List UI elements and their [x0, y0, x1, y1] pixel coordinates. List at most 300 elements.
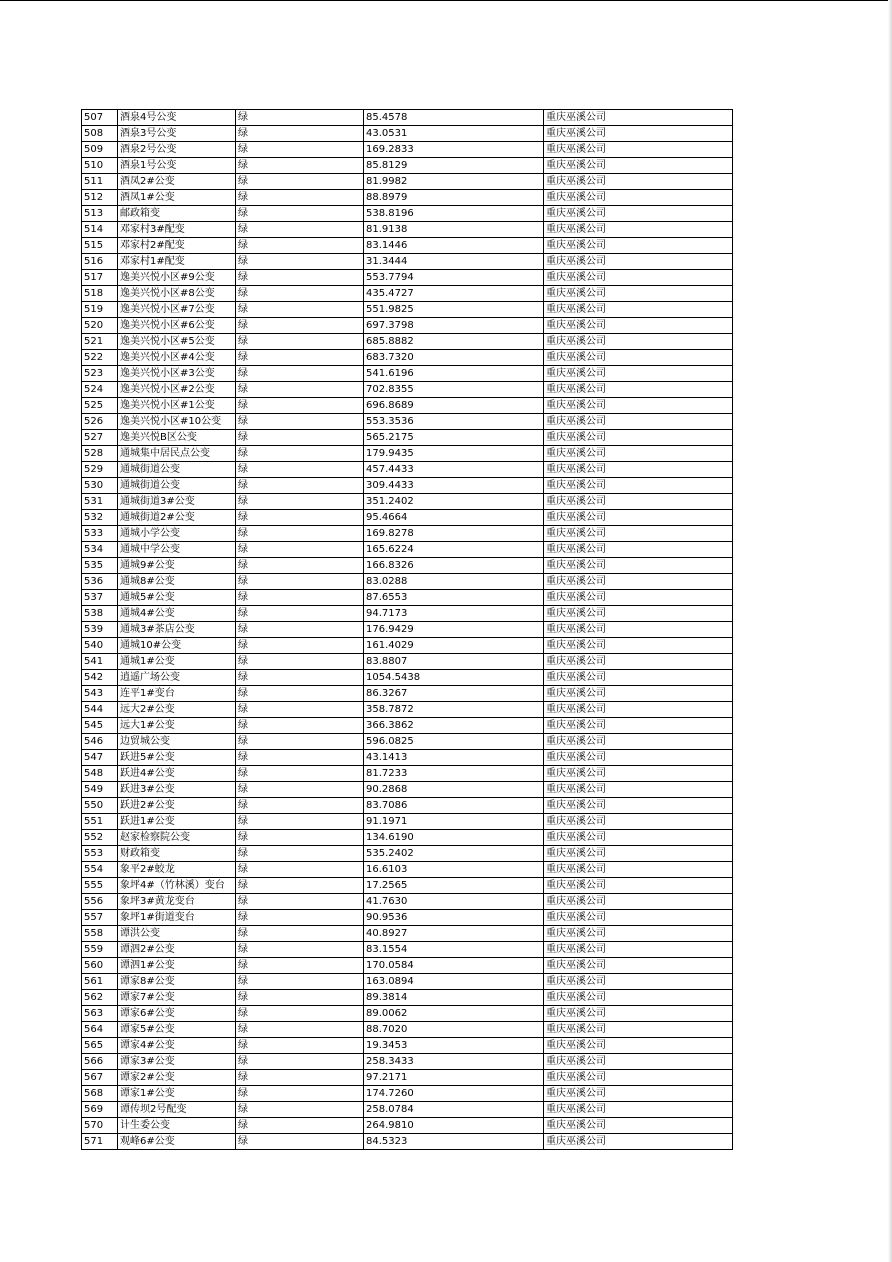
status-level-cell: 绿 [236, 238, 364, 254]
company-cell: 重庆巫溪公司 [544, 270, 733, 286]
transformer-name-cell: 通城街道2#公变 [118, 510, 236, 526]
company-cell: 重庆巫溪公司 [544, 286, 733, 302]
transformer-name-cell: 酒凤1#公变 [118, 190, 236, 206]
row-number-cell: 563 [82, 1006, 118, 1022]
row-number-cell: 541 [82, 654, 118, 670]
status-level-cell: 绿 [236, 702, 364, 718]
row-number-cell: 519 [82, 302, 118, 318]
transformer-name-cell: 酒泉2号公变 [118, 142, 236, 158]
status-level-cell: 绿 [236, 1006, 364, 1022]
table-row [82, 254, 733, 270]
load-value-cell: 83.8807 [364, 654, 544, 670]
table-row [82, 222, 733, 238]
transformer-name-cell: 通城10#公变 [118, 638, 236, 654]
load-value-cell: 88.7020 [364, 1022, 544, 1038]
table-row [82, 334, 733, 350]
company-cell: 重庆巫溪公司 [544, 974, 733, 990]
table-row [82, 734, 733, 750]
load-value-cell: 81.9138 [364, 222, 544, 238]
transformer-name-cell: 谭家5#公变 [118, 1022, 236, 1038]
table-row [82, 606, 733, 622]
load-value-cell: 258.0784 [364, 1102, 544, 1118]
row-number-cell: 523 [82, 366, 118, 382]
row-number-cell: 569 [82, 1102, 118, 1118]
company-cell: 重庆巫溪公司 [544, 574, 733, 590]
row-number-cell: 517 [82, 270, 118, 286]
transformer-name-cell: 逸美兴悦小区#9公变 [118, 270, 236, 286]
company-cell: 重庆巫溪公司 [544, 382, 733, 398]
table-row [82, 1054, 733, 1070]
company-cell: 重庆巫溪公司 [544, 1134, 733, 1150]
company-cell: 重庆巫溪公司 [544, 190, 733, 206]
company-cell: 重庆巫溪公司 [544, 1086, 733, 1102]
row-number-cell: 561 [82, 974, 118, 990]
company-cell: 重庆巫溪公司 [544, 958, 733, 974]
load-value-cell: 366.3862 [364, 718, 544, 734]
company-cell: 重庆巫溪公司 [544, 910, 733, 926]
table-row [82, 814, 733, 830]
load-value-cell: 170.0584 [364, 958, 544, 974]
company-cell: 重庆巫溪公司 [544, 510, 733, 526]
status-level-cell: 绿 [236, 686, 364, 702]
status-level-cell: 绿 [236, 1102, 364, 1118]
row-number-cell: 534 [82, 542, 118, 558]
table-row [82, 270, 733, 286]
transformer-name-cell: 通城8#公变 [118, 574, 236, 590]
row-number-cell: 553 [82, 846, 118, 862]
status-level-cell: 绿 [236, 750, 364, 766]
load-value-cell: 88.8979 [364, 190, 544, 206]
table-row [82, 782, 733, 798]
company-cell: 重庆巫溪公司 [544, 158, 733, 174]
company-cell: 重庆巫溪公司 [544, 750, 733, 766]
table-row [82, 1134, 733, 1150]
status-level-cell: 绿 [236, 798, 364, 814]
transformer-name-cell: 赵家检察院公变 [118, 830, 236, 846]
status-level-cell: 绿 [236, 574, 364, 590]
status-level-cell: 绿 [236, 894, 364, 910]
status-level-cell: 绿 [236, 190, 364, 206]
load-value-cell: 541.6196 [364, 366, 544, 382]
company-cell: 重庆巫溪公司 [544, 398, 733, 414]
row-number-cell: 554 [82, 862, 118, 878]
status-level-cell: 绿 [236, 446, 364, 462]
load-value-cell: 697.3798 [364, 318, 544, 334]
company-cell: 重庆巫溪公司 [544, 638, 733, 654]
status-level-cell: 绿 [236, 158, 364, 174]
status-level-cell: 绿 [236, 334, 364, 350]
status-level-cell: 绿 [236, 302, 364, 318]
status-level-cell: 绿 [236, 830, 364, 846]
transformer-name-cell: 逸美兴悦小区#2公变 [118, 382, 236, 398]
table-row [82, 686, 733, 702]
table-row [82, 510, 733, 526]
company-cell: 重庆巫溪公司 [544, 446, 733, 462]
load-value-cell: 81.7233 [364, 766, 544, 782]
company-cell: 重庆巫溪公司 [544, 1054, 733, 1070]
load-value-cell: 85.4578 [364, 110, 544, 126]
transformer-name-cell: 象平2#蛟龙 [118, 862, 236, 878]
transformer-name-cell: 酒泉3号公变 [118, 126, 236, 142]
transformer-name-cell: 谭家7#公变 [118, 990, 236, 1006]
load-value-cell: 264.9810 [364, 1118, 544, 1134]
company-cell: 重庆巫溪公司 [544, 174, 733, 190]
company-cell: 重庆巫溪公司 [544, 1006, 733, 1022]
row-number-cell: 526 [82, 414, 118, 430]
company-cell: 重庆巫溪公司 [544, 798, 733, 814]
load-value-cell: 169.8278 [364, 526, 544, 542]
status-level-cell: 绿 [236, 414, 364, 430]
transformer-name-cell: 通城街道公变 [118, 462, 236, 478]
row-number-cell: 544 [82, 702, 118, 718]
table-row [82, 206, 733, 222]
transformer-name-cell: 通城小学公变 [118, 526, 236, 542]
row-number-cell: 529 [82, 462, 118, 478]
table-row [82, 846, 733, 862]
status-level-cell: 绿 [236, 878, 364, 894]
row-number-cell: 532 [82, 510, 118, 526]
row-number-cell: 545 [82, 718, 118, 734]
table-row [82, 526, 733, 542]
table-row [82, 1022, 733, 1038]
company-cell: 重庆巫溪公司 [544, 430, 733, 446]
table-row [82, 958, 733, 974]
load-value-cell: 85.8129 [364, 158, 544, 174]
table-row [82, 286, 733, 302]
load-value-cell: 535.2402 [364, 846, 544, 862]
load-value-cell: 351.2402 [364, 494, 544, 510]
transformer-name-cell: 通城中学公变 [118, 542, 236, 558]
row-number-cell: 518 [82, 286, 118, 302]
table-row [82, 366, 733, 382]
row-number-cell: 566 [82, 1054, 118, 1070]
load-value-cell: 702.8355 [364, 382, 544, 398]
row-number-cell: 515 [82, 238, 118, 254]
load-value-cell: 696.8689 [364, 398, 544, 414]
load-value-cell: 81.9982 [364, 174, 544, 190]
load-value-cell: 87.6553 [364, 590, 544, 606]
transformer-name-cell: 邓家村1#配变 [118, 254, 236, 270]
transformer-name-cell: 逸美兴悦小区#8公变 [118, 286, 236, 302]
load-value-cell: 41.7630 [364, 894, 544, 910]
status-level-cell: 绿 [236, 174, 364, 190]
load-value-cell: 309.4433 [364, 478, 544, 494]
row-number-cell: 536 [82, 574, 118, 590]
table-row [82, 590, 733, 606]
transformer-name-cell: 谭传坝2号配变 [118, 1102, 236, 1118]
status-level-cell: 绿 [236, 814, 364, 830]
company-cell: 重庆巫溪公司 [544, 654, 733, 670]
table-row [82, 158, 733, 174]
status-level-cell: 绿 [236, 1038, 364, 1054]
transformer-name-cell: 象坪1#街道变台 [118, 910, 236, 926]
transformer-name-cell: 象坪3#黄龙变台 [118, 894, 236, 910]
load-value-cell: 685.8882 [364, 334, 544, 350]
status-level-cell: 绿 [236, 126, 364, 142]
load-value-cell: 83.7086 [364, 798, 544, 814]
table-row [82, 654, 733, 670]
table-row [82, 750, 733, 766]
row-number-cell: 520 [82, 318, 118, 334]
transformer-name-cell: 谭家6#公变 [118, 1006, 236, 1022]
status-level-cell: 绿 [236, 974, 364, 990]
table-row [82, 862, 733, 878]
company-cell: 重庆巫溪公司 [544, 670, 733, 686]
company-cell: 重庆巫溪公司 [544, 590, 733, 606]
row-number-cell: 535 [82, 558, 118, 574]
transformer-name-cell: 逍遥广场公变 [118, 670, 236, 686]
status-level-cell: 绿 [236, 110, 364, 126]
transformer-name-cell: 通城街道3#公变 [118, 494, 236, 510]
company-cell: 重庆巫溪公司 [544, 926, 733, 942]
table-row [82, 478, 733, 494]
transformer-name-cell: 逸美兴悦小区#3公变 [118, 366, 236, 382]
load-value-cell: 435.4727 [364, 286, 544, 302]
row-number-cell: 557 [82, 910, 118, 926]
row-number-cell: 521 [82, 334, 118, 350]
table-row [82, 1038, 733, 1054]
status-level-cell: 绿 [236, 366, 364, 382]
table-row [82, 414, 733, 430]
row-number-cell: 524 [82, 382, 118, 398]
load-value-cell: 538.8196 [364, 206, 544, 222]
transformer-name-cell: 跃进5#公变 [118, 750, 236, 766]
transformer-name-cell: 逸美兴悦B区公变 [118, 430, 236, 446]
row-number-cell: 570 [82, 1118, 118, 1134]
status-level-cell: 绿 [236, 478, 364, 494]
row-number-cell: 568 [82, 1086, 118, 1102]
status-level-cell: 绿 [236, 430, 364, 446]
load-value-cell: 358.7872 [364, 702, 544, 718]
company-cell: 重庆巫溪公司 [544, 126, 733, 142]
transformer-name-cell: 酒凤2#公变 [118, 174, 236, 190]
transformer-name-cell: 通城1#公变 [118, 654, 236, 670]
load-value-cell: 174.7260 [364, 1086, 544, 1102]
row-number-cell: 546 [82, 734, 118, 750]
company-cell: 重庆巫溪公司 [544, 478, 733, 494]
status-level-cell: 绿 [236, 142, 364, 158]
row-number-cell: 533 [82, 526, 118, 542]
transformer-name-cell: 跃进2#公变 [118, 798, 236, 814]
row-number-cell: 567 [82, 1070, 118, 1086]
transformer-name-cell: 邮政箱变 [118, 206, 236, 222]
row-number-cell: 507 [82, 110, 118, 126]
transformer-name-cell: 逸美兴悦小区#5公变 [118, 334, 236, 350]
status-level-cell: 绿 [236, 270, 364, 286]
transformer-name-cell: 远大2#公变 [118, 702, 236, 718]
table-row [82, 190, 733, 206]
table-row [82, 382, 733, 398]
table-row [82, 350, 733, 366]
row-number-cell: 571 [82, 1134, 118, 1150]
status-level-cell: 绿 [236, 206, 364, 222]
company-cell: 重庆巫溪公司 [544, 862, 733, 878]
transformer-name-cell: 谭家1#公变 [118, 1086, 236, 1102]
transformer-name-cell: 逸美兴悦小区#1公变 [118, 398, 236, 414]
table-row [82, 670, 733, 686]
status-level-cell: 绿 [236, 1054, 364, 1070]
row-number-cell: 512 [82, 190, 118, 206]
load-value-cell: 31.3444 [364, 254, 544, 270]
row-number-cell: 531 [82, 494, 118, 510]
page-top-border [0, 0, 892, 1]
company-cell: 重庆巫溪公司 [544, 718, 733, 734]
company-cell: 重庆巫溪公司 [544, 622, 733, 638]
load-value-cell: 89.0062 [364, 1006, 544, 1022]
table-row [82, 558, 733, 574]
table-row [82, 926, 733, 942]
status-level-cell: 绿 [236, 734, 364, 750]
company-cell: 重庆巫溪公司 [544, 318, 733, 334]
row-number-cell: 542 [82, 670, 118, 686]
status-level-cell: 绿 [236, 622, 364, 638]
row-number-cell: 564 [82, 1022, 118, 1038]
load-value-cell: 84.5323 [364, 1134, 544, 1150]
row-number-cell: 510 [82, 158, 118, 174]
table-body [82, 110, 733, 1150]
company-cell: 重庆巫溪公司 [544, 734, 733, 750]
status-level-cell: 绿 [236, 654, 364, 670]
table-row [82, 942, 733, 958]
company-cell: 重庆巫溪公司 [544, 702, 733, 718]
row-number-cell: 559 [82, 942, 118, 958]
status-level-cell: 绿 [236, 462, 364, 478]
company-cell: 重庆巫溪公司 [544, 206, 733, 222]
table-row [82, 718, 733, 734]
transformer-name-cell: 谭泗1#公变 [118, 958, 236, 974]
status-level-cell: 绿 [236, 1022, 364, 1038]
row-number-cell: 558 [82, 926, 118, 942]
company-cell: 重庆巫溪公司 [544, 1038, 733, 1054]
status-level-cell: 绿 [236, 222, 364, 238]
load-value-cell: 553.7794 [364, 270, 544, 286]
load-value-cell: 16.6103 [364, 862, 544, 878]
transformer-name-cell: 观峰6#公变 [118, 1134, 236, 1150]
row-number-cell: 527 [82, 430, 118, 446]
row-number-cell: 509 [82, 142, 118, 158]
table-row [82, 910, 733, 926]
status-level-cell: 绿 [236, 398, 364, 414]
table-row [82, 974, 733, 990]
company-cell: 重庆巫溪公司 [544, 366, 733, 382]
table-row [82, 766, 733, 782]
load-value-cell: 43.1413 [364, 750, 544, 766]
load-value-cell: 179.9435 [364, 446, 544, 462]
table-row [82, 174, 733, 190]
status-level-cell: 绿 [236, 846, 364, 862]
load-value-cell: 83.1446 [364, 238, 544, 254]
row-number-cell: 539 [82, 622, 118, 638]
load-value-cell: 19.3453 [364, 1038, 544, 1054]
table-row [82, 702, 733, 718]
transformer-name-cell: 逸美兴悦小区#10公变 [118, 414, 236, 430]
company-cell: 重庆巫溪公司 [544, 686, 733, 702]
load-value-cell: 596.0825 [364, 734, 544, 750]
transformer-name-cell: 通城集中居民点公变 [118, 446, 236, 462]
table-row [82, 398, 733, 414]
company-cell: 重庆巫溪公司 [544, 1022, 733, 1038]
status-level-cell: 绿 [236, 958, 364, 974]
load-value-cell: 166.8326 [364, 558, 544, 574]
transformer-name-cell: 逸美兴悦小区#6公变 [118, 318, 236, 334]
load-value-cell: 94.7173 [364, 606, 544, 622]
row-number-cell: 530 [82, 478, 118, 494]
load-value-cell: 90.2868 [364, 782, 544, 798]
company-cell: 重庆巫溪公司 [544, 846, 733, 862]
status-level-cell: 绿 [236, 558, 364, 574]
company-cell: 重庆巫溪公司 [544, 782, 733, 798]
row-number-cell: 547 [82, 750, 118, 766]
transformer-name-cell: 通城街道公变 [118, 478, 236, 494]
company-cell: 重庆巫溪公司 [544, 238, 733, 254]
table-row [82, 302, 733, 318]
page-right-edge [888, 0, 892, 1262]
table-row [82, 430, 733, 446]
status-level-cell: 绿 [236, 670, 364, 686]
load-value-cell: 83.0288 [364, 574, 544, 590]
load-value-cell: 86.3267 [364, 686, 544, 702]
company-cell: 重庆巫溪公司 [544, 462, 733, 478]
load-value-cell: 176.9429 [364, 622, 544, 638]
transformer-name-cell: 逸美兴悦小区#4公变 [118, 350, 236, 366]
row-number-cell: 548 [82, 766, 118, 782]
table-row [82, 446, 733, 462]
transformer-name-cell: 边贸城公变 [118, 734, 236, 750]
transformer-name-cell: 计生委公变 [118, 1118, 236, 1134]
transformer-name-cell: 逸美兴悦小区#7公变 [118, 302, 236, 318]
status-level-cell: 绿 [236, 1070, 364, 1086]
load-value-cell: 17.2565 [364, 878, 544, 894]
company-cell: 重庆巫溪公司 [544, 878, 733, 894]
status-level-cell: 绿 [236, 1134, 364, 1150]
row-number-cell: 550 [82, 798, 118, 814]
status-level-cell: 绿 [236, 494, 364, 510]
row-number-cell: 543 [82, 686, 118, 702]
table-row [82, 1070, 733, 1086]
table-row [82, 494, 733, 510]
table-row [82, 542, 733, 558]
row-number-cell: 549 [82, 782, 118, 798]
load-value-cell: 90.9536 [364, 910, 544, 926]
transformer-name-cell: 财政箱变 [118, 846, 236, 862]
row-number-cell: 552 [82, 830, 118, 846]
row-number-cell: 565 [82, 1038, 118, 1054]
company-cell: 重庆巫溪公司 [544, 542, 733, 558]
load-value-cell: 83.1554 [364, 942, 544, 958]
load-value-cell: 134.6190 [364, 830, 544, 846]
load-value-cell: 551.9825 [364, 302, 544, 318]
table-row [82, 1086, 733, 1102]
company-cell: 重庆巫溪公司 [544, 558, 733, 574]
table-row [82, 1006, 733, 1022]
row-number-cell: 540 [82, 638, 118, 654]
row-number-cell: 538 [82, 606, 118, 622]
status-level-cell: 绿 [236, 990, 364, 1006]
company-cell: 重庆巫溪公司 [544, 766, 733, 782]
transformer-name-cell: 跃进4#公变 [118, 766, 236, 782]
row-number-cell: 560 [82, 958, 118, 974]
company-cell: 重庆巫溪公司 [544, 894, 733, 910]
status-level-cell: 绿 [236, 942, 364, 958]
load-value-cell: 40.8927 [364, 926, 544, 942]
company-cell: 重庆巫溪公司 [544, 814, 733, 830]
company-cell: 重庆巫溪公司 [544, 1102, 733, 1118]
load-value-cell: 683.7320 [364, 350, 544, 366]
table-row [82, 142, 733, 158]
transformer-name-cell: 通城3#茶店公变 [118, 622, 236, 638]
load-value-cell: 457.4433 [364, 462, 544, 478]
table-row [82, 894, 733, 910]
